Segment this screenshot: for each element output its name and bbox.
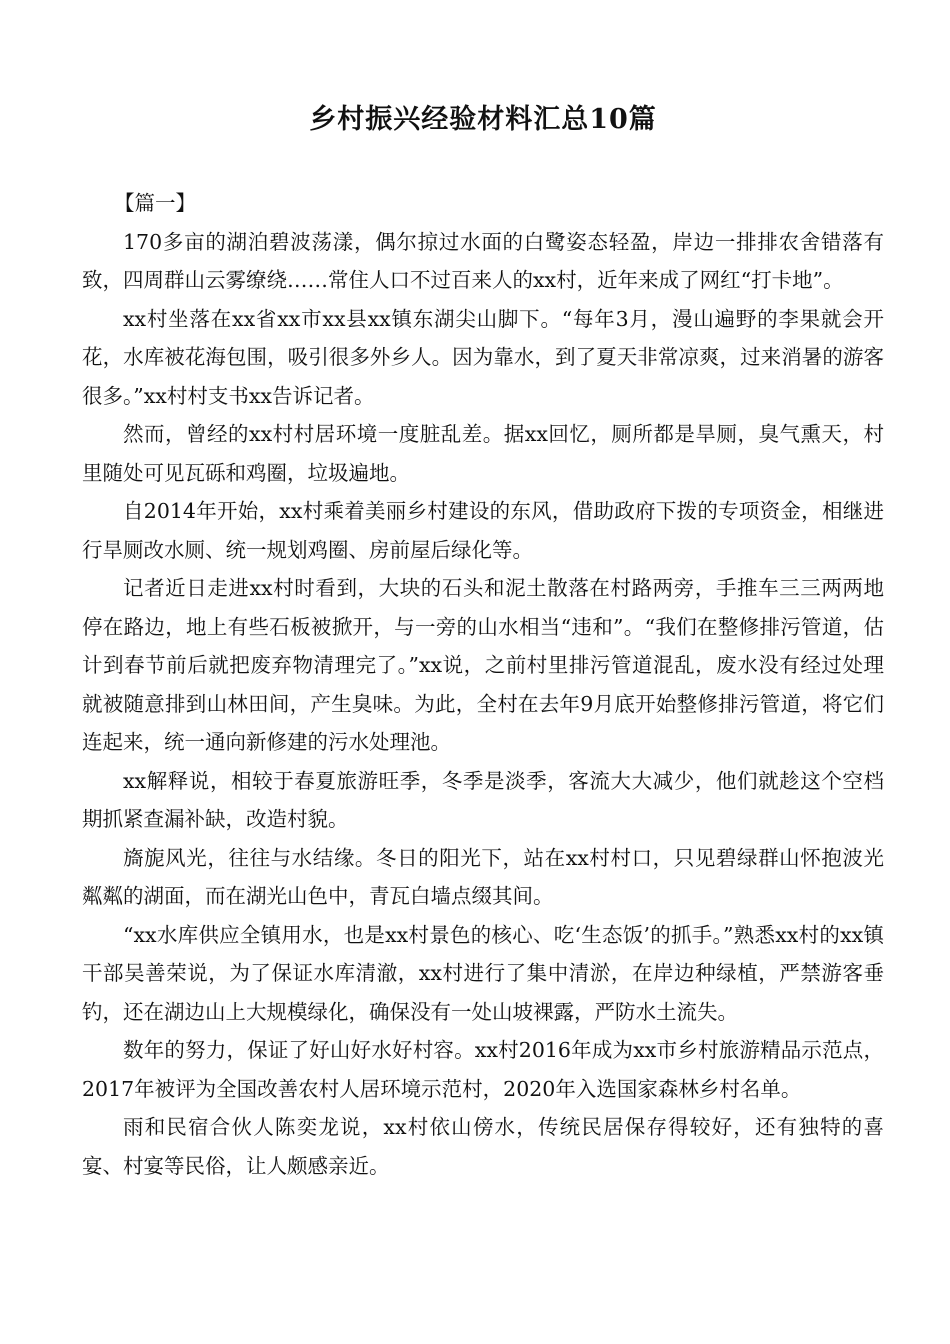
paragraph-1: 170多亩的湖泊碧波荡漾，偶尔掠过水面的白鹭姿态轻盈，岸边一排排农舍错落有致，四周群山云雾缭绕……常住人口不过百来人的xx村，近年来成了网红“打卡地”。 [82,229,884,292]
paragraph-10: 雨和民宿合伙人陈奕龙说，xx村依山傍水，传统民居保存得较好，还有独特的喜宴、村宴等民俗，让人颇感亲近。 [82,1115,884,1178]
paragraph-8: “xx水库供应全镇用水，也是xx村景色的核心、吃‘生态饭’的抓手。”熟悉xx村的xx镇干部吴善荣说，为了保证水库清澈，xx村进行了集中清淤，在岸边种绿植，严禁游客垂钓，还在湖边山上大规模绿化，确保没有一处山坡裸露，严防水土流失。 [82,922,884,1024]
paragraph-6: xx解释说，相较于春夏旅游旺季，冬季是淡季，客流大大减少，他们就趁这个空档期抓紧查漏补缺，改造村貌。 [82,768,884,831]
paragraph-2: xx村坐落在xx省xx市xx县xx镇东湖尖山脚下。“每年3月，漫山遍野的李果就会开花，水库被花海包围，吸引很多外乡人。因为靠水，到了夏天非常凉爽，过来消暑的游客很多。”xx村村支书xx告诉记者。 [82,306,884,408]
paragraph-7: 旖旎风光，往往与水结缘。冬日的阳光下，站在xx村村口，只见碧绿群山怀抱波光粼粼的湖面，而在湖光山色中，青瓦白墙点缀其间。 [82,845,884,908]
section-heading: 【篇一】 [114,191,196,215]
paragraph-5: 记者近日走进xx村时看到，大块的石头和泥土散落在村路两旁，手推车三三两两地停在路边，地上有些石板被掀开，与一旁的山水相当“违和”。“我们在整修排污管道，估计到春节前后就把废弃物清理完了。”xx说，之前村里排污管道混乱，废水没有经过处理就被随意排到山林田间，产生臭味。为此，全村在去年9月底开始整修排污管道，将它们连起来，统一通向新修建的污水处理池。 [82,576,884,754]
document-title: 乡村振兴经验材料汇总10篇 [309,104,657,135]
paragraph-9: 数年的努力，保证了好山好水好村容。xx村2016年成为xx市乡村旅游精品示范点，2017年被评为全国改善农村人居环境示范村，2020年入选国家森林乡村名单。 [82,1038,884,1101]
paragraph-3: 然而，曾经的xx村村居环境一度脏乱差。据xx回忆，厕所都是旱厕，臭气熏天，村里随处可见瓦砾和鸡圈，垃圾遍地。 [82,422,884,485]
paragraph-4: 自2014年开始，xx村乘着美丽乡村建设的东风，借助政府下拨的专项资金，相继进行旱厕改水厕、统一规划鸡圈、房前屋后绿化等。 [82,499,884,562]
